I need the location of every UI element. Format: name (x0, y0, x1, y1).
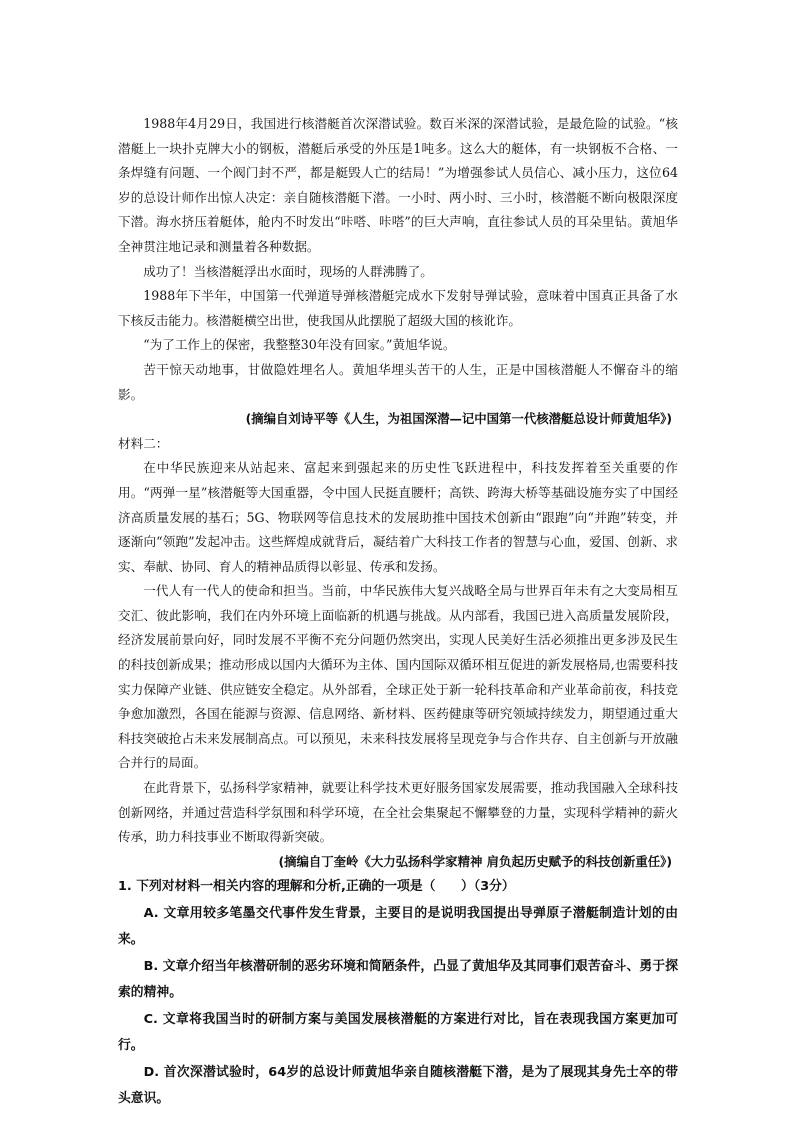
material2-paragraph: 一代人有一代人的使命和担当。当前，中华民族伟大复兴战略全局与世界百年未有之大变局相互交汇、彼此影响，我们在内外环境上面临新的机遇与挑战。从内部看，我国已进入高质量发展阶段，经济发展前景向好，同时发展不平衡不充分问题仍然突出，实现人民美好生活必须推出更多涉及民生的科技创新成果；推动形成以国内大循环为主体、国内国际双循环相互促进的新发展格局,也需要科技实力保障产业链、供应链安全稳定。从外部看，全球正处于新一轮科技革命和产业革命前夜，科技竞争愈加激烈，各国在能源与资源、信息网络、新材料、医药健康等研究领域持续发力，期望通过重大科技突破抢占未来发展制高点。可以预见，未来科技发展将呈现竞争与合作共存、自主创新与开放融合并行的局面。 (118, 583, 678, 771)
option-d: D. 首次深潜试验时，64岁的总设计师黄旭华亲自随核潜艇下潜，是为了展现其身先士卒的带头意识。 (118, 1064, 678, 1107)
material1-paragraph: 苦干惊天动地事，甘做隐姓埋名人。黄旭华埋头苦干的人生，正是中国核潜艇人不懈奋斗的缩影。 (118, 361, 678, 402)
question-stem: 1. 下列对材料一相关内容的理解和分析,正确的一项是（ ）（3分） (118, 879, 515, 895)
option-c: C. 文章将我国当时的研制方案与美国发展核潜艇的方案进行对比，旨在表现我国方案更加可行。 (118, 1011, 678, 1054)
material2-paragraph: 在此背景下，弘扬科学家精神，就要让科学技术更好服务国家发展需要，推动我国融入全球科技创新网络，并通过营造科学氛围和科学环境，在全社会集聚起不懈攀登的力量，实现科学精神的薪火传承，助力科技事业不断取得新突破。 (118, 780, 678, 845)
material1-paragraph: 1988年下半年，中国第一代弹道导弹核潜艇完成水下发射导弹试验，意味着中国真正具备了水下核反击能力。核潜艇横空出世，使我国从此摆脱了超级大国的核讹诈。 (118, 288, 678, 328)
option-b: B. 文章介绍当年核潜研制的恶劣环境和简陋条件，凸显了黄旭华及其同事们艰苦奋斗、勇于探索的精神。 (118, 958, 678, 1001)
exam-page (118, 112, 678, 1113)
material1-paragraph: 1988年4月29日，我国进行核潜艇首次深潜试验。数百米深的深潜试验，是最危险的试验。“核潜艇上一块扑克牌大小的钢板，潜艇后承受的外压是1吨多。这么大的艇体，有一块钢板不合格、一条焊缝有问题、一个阀门封不严，都是艇毁人亡的结局！”为增强参试人员信心、减小压力，这位64岁的总设计师作出惊人决定：亲自随核潜艇下潜。一小时、两小时、三小时，核潜艇不断向极限深度下潜。海水挤压着艇体，舱内不时发出“咔嗒、咔嗒”的巨大声响，直往参试人员的耳朵里钻。黄旭华全神贯注地记录和测量着各种数据。 (118, 116, 678, 254)
option-a: A. 文章用较多笔墨交代事件发生背景，主要目的是说明我国提出导弹原子潜艇制造计划的由来。 (118, 905, 678, 948)
material2-source: (摘编自丁奎岭《大力弘扬科学家精神 肩负起历史赋予的科技创新重任》) (278, 853, 672, 869)
material2-heading: 材料二： (118, 435, 169, 451)
material2-paragraph: 在中华民族迎来从站起来、富起来到强起来的历史性飞跃进程中，科技发挥着至关重要的作用。“两弹一星”核潜艇等大国重器，令中国人民挺直腰杆；高铁、跨海大桥等基础设施夯实了中国经济高质量发展的基石；5G、物联网等信息技术的发展助推中国技术创新由“跟跑”向“并跑”转变，并逐渐向“领跑”发起冲击。这些辉煌成就背后，凝结着广大科技工作者的智慧与心血，爱国、创新、求实、奉献、协同、育人的精神品质得以彰显、传承和发扬。 (118, 460, 678, 574)
material1-paragraph: 成功了！当核潜艇浮出水面时，现场的人群沸腾了。 (143, 263, 433, 279)
material1-source: (摘编自刘诗平等《人生，为祖国深潜—记中国第一代核潜艇总设计师黄旭华》) (245, 411, 672, 427)
material1-paragraph: “为了工作上的保密，我整整30年没有回家。”黄旭华说。 (143, 337, 456, 353)
